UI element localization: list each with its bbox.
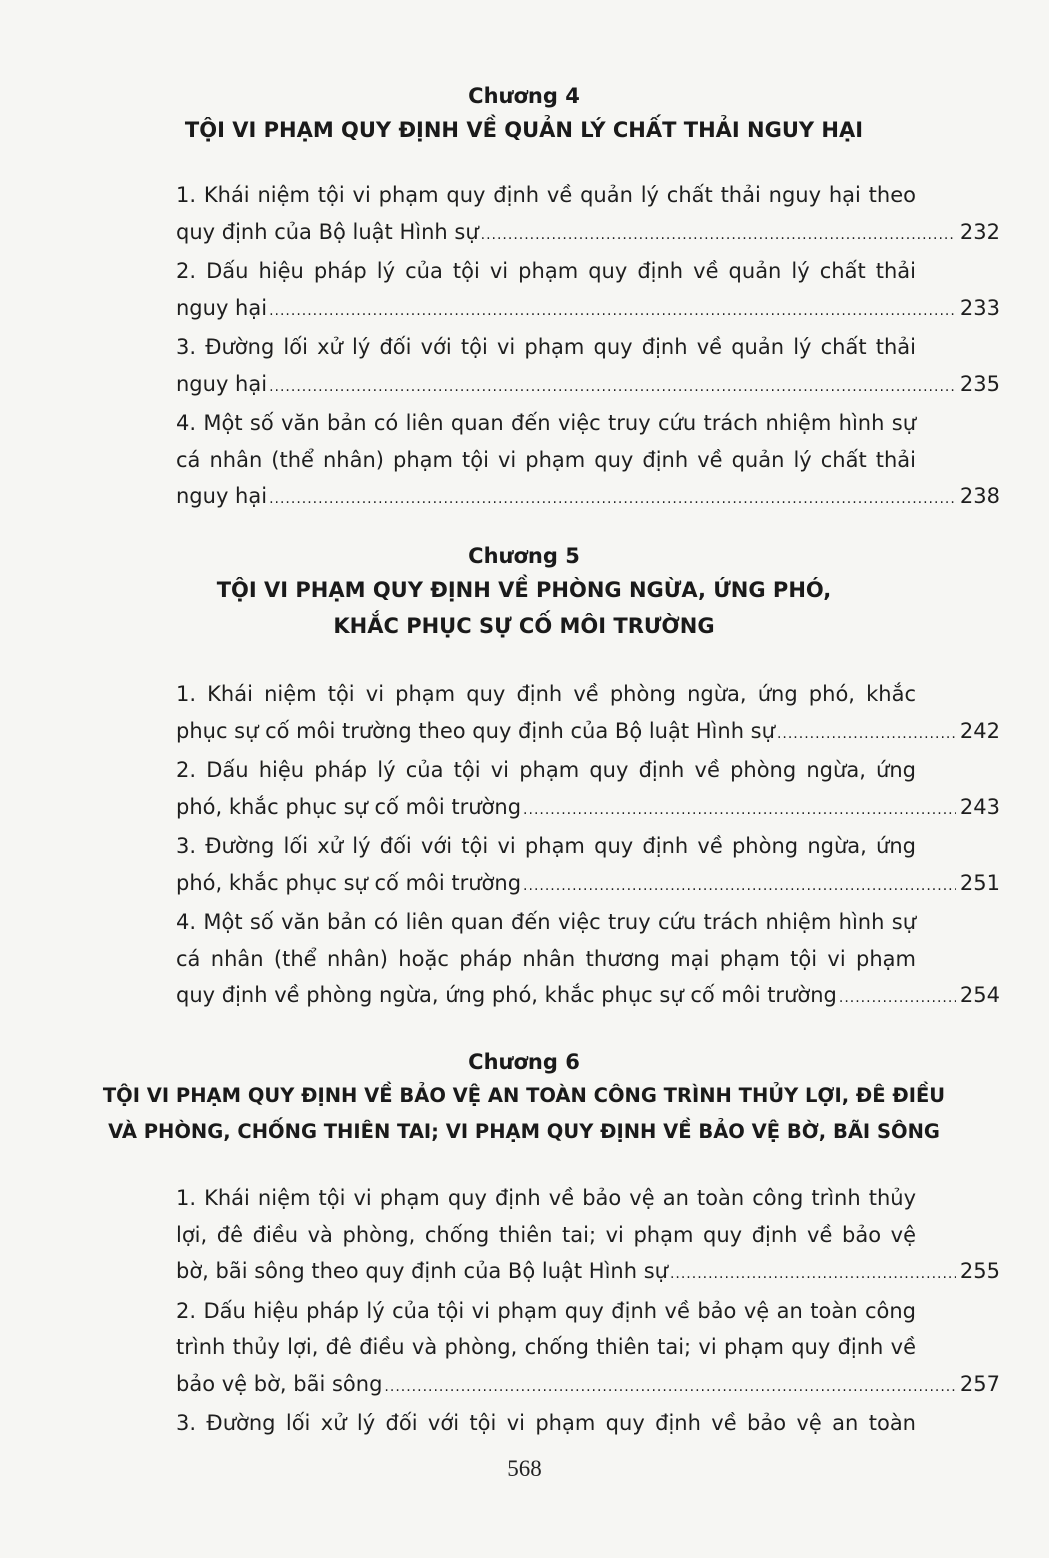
toc-entry-line: cá nhân (thể nhân) phạm tội vi phạm quy định về quản lý chất thải	[176, 447, 916, 472]
toc-entry[interactable]	[176, 405, 1000, 518]
toc-entry-line: phó, khắc phục sự cố môi trường	[176, 870, 522, 895]
toc-entries	[176, 177, 1000, 518]
dot-leader	[523, 868, 956, 905]
dot-leader	[269, 293, 956, 330]
dot-leader	[269, 369, 956, 406]
toc-entry-line: 3. Đường lối xử lý đối với tội vi phạm quy định về phòng ngừa, ứng	[176, 834, 916, 858]
toc-entry-line: nguy hại	[176, 295, 268, 320]
toc-entry-line: 1. Khái niệm tội vi phạm quy định về quản lý chất thải nguy hại theo	[176, 183, 916, 207]
chapter-heading	[24, 80, 1024, 148]
toc-page-number: 255	[959, 1259, 1000, 1283]
toc-entry-line: bờ, bãi sông theo quy định của Bộ luật Hình sự	[176, 1259, 668, 1283]
page-number-footer: 568	[507, 1456, 542, 1481]
toc-page-number: 233	[959, 295, 1000, 320]
toc-entry-line: cá nhân (thể nhân) hoặc pháp nhân thương mại phạm tội vi phạm	[176, 946, 916, 971]
toc-entry[interactable]	[176, 1180, 1000, 1293]
toc-entry-line: 1. Khái niệm tội vi phạm quy định về bảo vệ an toàn công trình thủy	[176, 1186, 916, 1210]
toc-entry[interactable]	[176, 676, 1000, 752]
chapter-number: Chương 6	[468, 1050, 580, 1074]
chapter-number: Chương 5	[468, 544, 580, 568]
chapter-heading	[24, 1046, 1024, 1150]
chapter-heading	[24, 540, 1024, 644]
toc-entry-line: nguy hại	[176, 371, 268, 396]
chapter-title: KHẮC PHỤC SỰ CỐ MÔI TRƯỜNG	[333, 614, 715, 638]
toc-entry-line: quy định về phòng ngừa, ứng phó, khắc phục sự cố môi trường	[176, 983, 837, 1007]
toc-page-number: 232	[959, 219, 1000, 244]
toc-page-number: 254	[959, 983, 1000, 1007]
dot-leader	[481, 217, 956, 254]
toc-entry[interactable]	[176, 828, 1000, 904]
toc-entry-line: quy định của Bộ luật Hình sự	[176, 219, 479, 244]
dot-leader	[777, 716, 956, 753]
toc-entry-line: bảo vệ bờ, bãi sông	[176, 1371, 383, 1396]
chapter-title: TỘI VI PHẠM QUY ĐỊNH VỀ PHÒNG NGỪA, ỨNG PHÓ,	[216, 578, 832, 602]
toc-entry-line: 3. Đường lối xử lý đối với tội vi phạm quy định về quản lý chất thải	[176, 335, 916, 359]
toc-entry-line: 1. Khái niệm tội vi phạm quy định về phòng ngừa, ứng phó, khắc	[176, 682, 916, 706]
chapter-number: Chương 4	[468, 84, 580, 108]
toc-entry-line: trình thủy lợi, đê điều và phòng, chống thiên tai; vi phạm quy định về	[176, 1335, 916, 1359]
toc-entries	[176, 676, 1000, 1017]
toc-entry-line: phục sự cố môi trường theo quy định của Bộ luật Hình sự	[176, 718, 775, 743]
toc-page-number: 257	[959, 1371, 1000, 1396]
toc-entry[interactable]	[176, 1293, 1000, 1406]
toc-page-number: 242	[959, 718, 1000, 743]
toc-page-number: 238	[959, 484, 1000, 508]
toc-page-number: 251	[959, 870, 1000, 895]
dot-leader	[384, 1369, 955, 1406]
toc-entry-line: 2. Dấu hiệu pháp lý của tội vi phạm quy định về phòng ngừa, ứng	[176, 758, 916, 782]
toc-entry-line: 2. Dấu hiệu pháp lý của tội vi phạm quy định về bảo vệ an toàn công	[176, 1298, 916, 1323]
toc-entry-line: 3. Đường lối xử lý đối với tội vi phạm quy định về bảo vệ an toàn	[176, 1411, 916, 1435]
toc-entry-line: phó, khắc phục sự cố môi trường	[176, 794, 522, 819]
toc-entry-line: 2. Dấu hiệu pháp lý của tội vi phạm quy định về quản lý chất thải	[176, 259, 916, 283]
toc-page-number: 235	[959, 371, 1000, 396]
toc-entry-line: 4. Một số văn bản có liên quan đến việc truy cứu trách nhiệm hình sự	[176, 910, 916, 934]
toc-entry-line: 4. Một số văn bản có liên quan đến việc truy cứu trách nhiệm hình sự	[176, 411, 916, 435]
toc-entry-line: lợi, đê điều và phòng, chống thiên tai; vi phạm quy định về bảo vệ	[176, 1222, 916, 1247]
dot-leader	[839, 980, 956, 1017]
toc-entry[interactable]	[176, 177, 1000, 253]
toc-entry[interactable]	[176, 329, 1000, 405]
toc-page-number: 243	[959, 794, 1000, 819]
dot-leader	[523, 792, 956, 829]
chapter-title: VÀ PHÒNG, CHỐNG THIÊN TAI; VI PHẠM QUY ĐỊNH VỀ BẢO VỆ BỜ, BÃI SÔNG	[108, 1120, 940, 1143]
toc-entry[interactable]	[176, 253, 1000, 329]
toc-entries	[176, 1180, 1000, 1442]
toc-entry[interactable]	[176, 904, 1000, 1017]
dot-leader	[670, 1256, 956, 1293]
toc-entry-line: nguy hại	[176, 484, 268, 508]
toc-entry[interactable]	[176, 1405, 1000, 1442]
toc-entry[interactable]	[176, 752, 1000, 828]
chapter-title: TỘI VI PHẠM QUY ĐỊNH VỀ QUẢN LÝ CHẤT THẢI NGUY HẠI	[184, 118, 864, 142]
chapter-title: TỘI VI PHẠM QUY ĐỊNH VỀ BẢO VỆ AN TOÀN CÔNG TRÌNH THỦY LỢI, ĐÊ ĐIỀU	[102, 1084, 946, 1107]
dot-leader	[269, 481, 956, 518]
